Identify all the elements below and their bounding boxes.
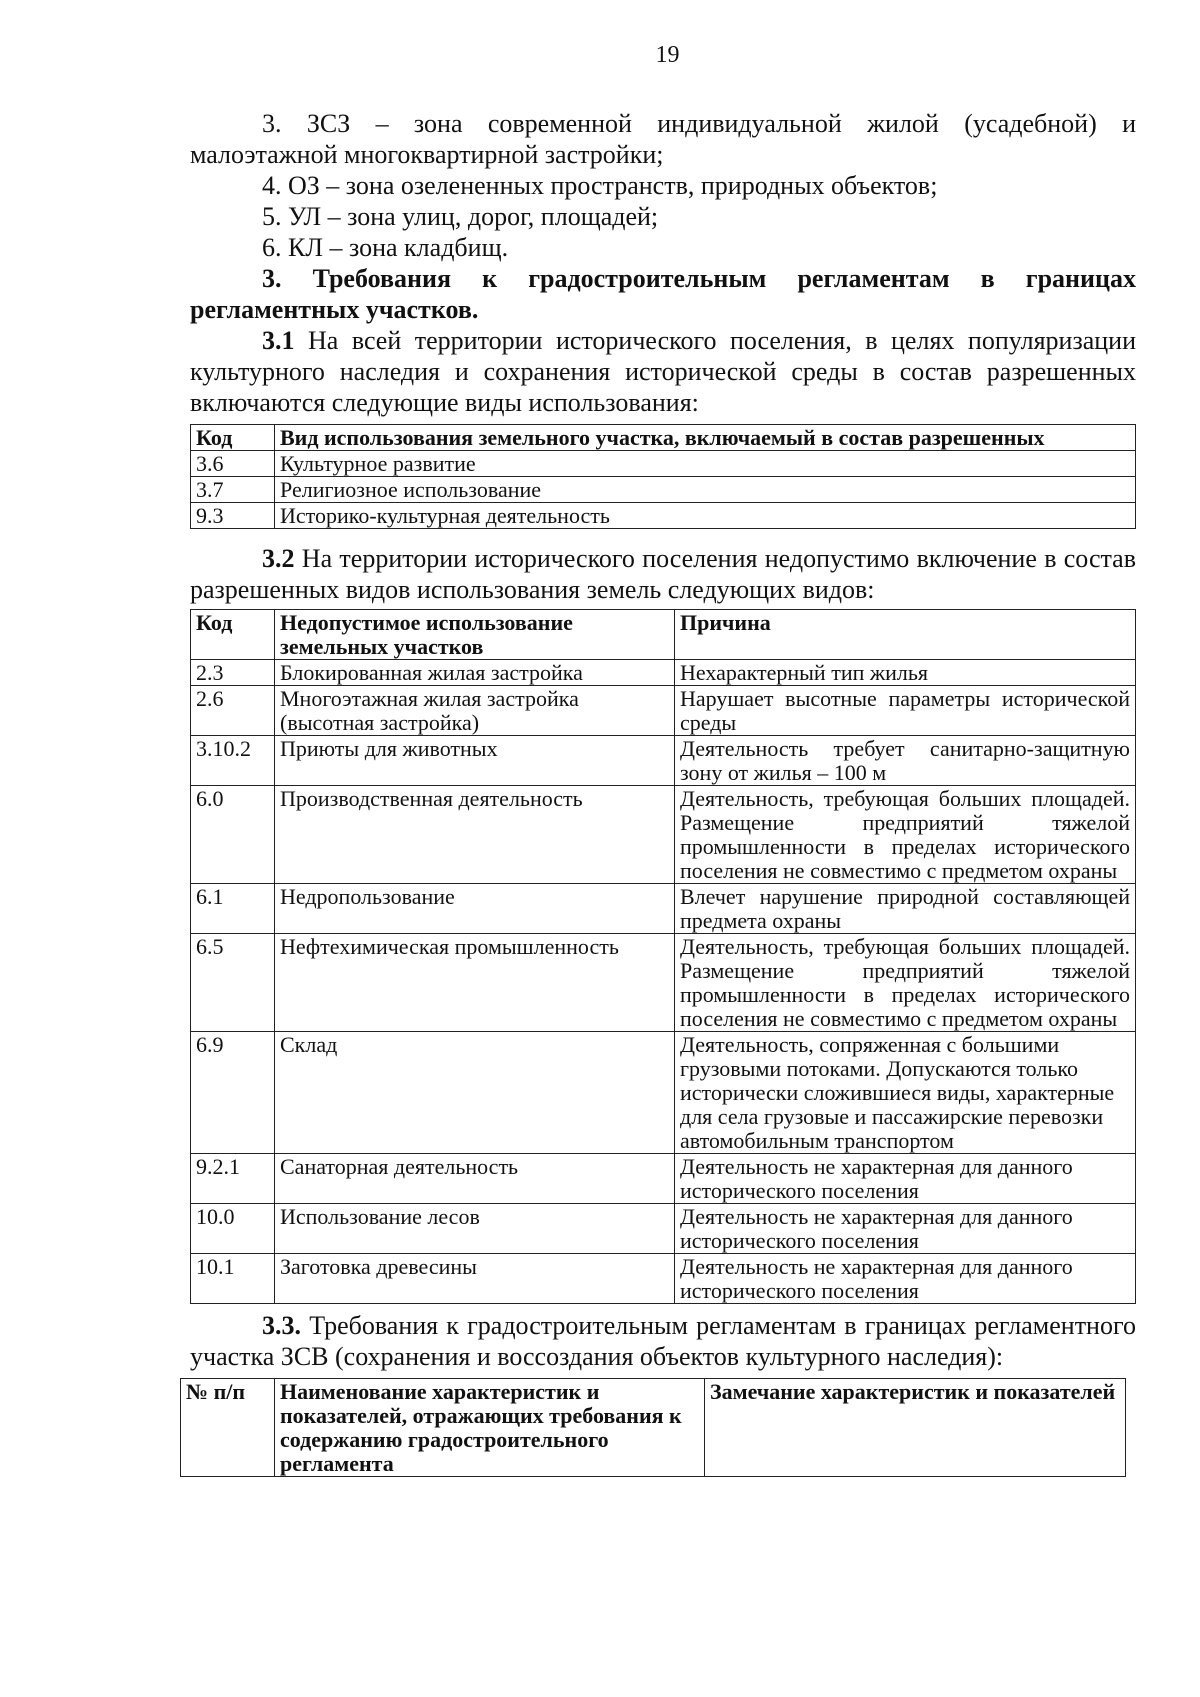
cell-code: 2.3 <box>191 660 275 686</box>
cell-reason: Деятельность не характерная для данного исторического поселения <box>675 1204 1136 1254</box>
cell-reason: Деятельность, требующая больших площадей. Размещение предприятий тяжелой промышленности в пределах исторического поселения не совместимо с предметом охраны <box>675 786 1136 884</box>
zsv-requirements-table <box>180 1378 1126 1477</box>
cell-use: Культурное развитие <box>275 451 1136 477</box>
table-row <box>191 786 1136 884</box>
cell-code: 6.0 <box>191 786 275 884</box>
page-number: 19 <box>655 42 680 68</box>
paragraph-3-1 <box>190 325 1136 418</box>
section-number: 3.2 <box>262 544 295 573</box>
forbidden-uses-table <box>190 609 1136 1304</box>
cell-reason: Деятельность, сопряженная с большими грузовыми потоками. Допускаются только исторически сложившиеся виды, характерные для села грузовые и пассажирские перевозки автомобильным транспортом <box>675 1032 1136 1154</box>
paragraph-text: Требования к градостроительным регламентам в границах регламентного участка ЗСВ (сохранения и воссоздания объектов культурного наследия): <box>190 1311 1136 1371</box>
column-header-reason: Причина <box>675 610 1136 660</box>
cell-forbidden-use: Санаторная деятельность <box>275 1154 675 1204</box>
column-header-code: Код <box>191 425 275 451</box>
paragraph-3-3 <box>190 1310 1136 1372</box>
cell-use: Религиозное использование <box>275 477 1136 503</box>
column-header-number: № п/п <box>181 1379 275 1477</box>
cell-reason: Влечет нарушение природной составляющей предмета охраны <box>675 884 1136 934</box>
cell-forbidden-use: Склад <box>275 1032 675 1154</box>
paragraph-3-2 <box>190 543 1136 605</box>
column-header-remarks: Замечание характеристик и показателей <box>705 1379 1126 1477</box>
zone-item-zsz: 3. ЗСЗ – зона современной индивидуальной жилой (усадебной) и малоэтажной многоквартирной застройки; <box>190 109 1136 169</box>
cell-forbidden-use: Использование лесов <box>275 1204 675 1254</box>
cell-code: 10.0 <box>191 1204 275 1254</box>
cell-forbidden-use: Нефтехимическая промышленность <box>275 934 675 1032</box>
cell-forbidden-use: Приюты для животных <box>275 736 675 786</box>
column-header-use: Вид использования земельного участка, включаемый в состав разрешенных <box>275 425 1136 451</box>
section-number: 3.1 <box>262 326 295 355</box>
cell-code: 9.2.1 <box>191 1154 275 1204</box>
cell-code: 10.1 <box>191 1254 275 1304</box>
table-row <box>191 503 1136 529</box>
table-row <box>191 1254 1136 1304</box>
paragraph-text: На территории исторического поселения недопустимо включение в состав разрешенных видов использования земель следующих видов: <box>190 544 1136 604</box>
column-header-characteristics: Наименование характеристик и показателей, отражающих требования к содержанию градостроительного регламента <box>275 1379 705 1477</box>
cell-reason: Деятельность требует санитарно-защитную зону от жилья – 100 м <box>675 736 1136 786</box>
cell-reason: Деятельность не характерная для данного исторического поселения <box>675 1254 1136 1304</box>
cell-reason: Деятельность, требующая больших площадей. Размещение предприятий тяжелой промышленности в пределах исторического поселения не совместимо с предметом охраны <box>675 934 1136 1032</box>
table-header-row <box>191 425 1136 451</box>
cell-forbidden-use: Заготовка древесины <box>275 1254 675 1304</box>
cell-code: 6.9 <box>191 1032 275 1154</box>
cell-code: 3.7 <box>191 477 275 503</box>
cell-code: 3.6 <box>191 451 275 477</box>
column-header-forbidden-use: Недопустимое использование земельных участков <box>275 610 675 660</box>
table-row <box>191 1032 1136 1154</box>
table-row <box>191 686 1136 736</box>
cell-code: 6.1 <box>191 884 275 934</box>
table-row <box>191 736 1136 786</box>
cell-forbidden-use: Производственная деятельность <box>275 786 675 884</box>
column-header-code: Код <box>191 610 275 660</box>
section-heading: 3. Требования к градостроительным регламентам в границах регламентных участков. <box>190 264 1136 324</box>
cell-code: 6.5 <box>191 934 275 1032</box>
table-row <box>191 934 1136 1032</box>
cell-forbidden-use: Недропользование <box>275 884 675 934</box>
zone-item-kl: 6. КЛ – зона кладбищ. <box>262 233 509 262</box>
cell-reason: Нехарактерный тип жилья <box>675 660 1136 686</box>
section-number: 3.3. <box>262 1311 301 1340</box>
cell-reason: Деятельность не характерная для данного исторического поселения <box>675 1154 1136 1204</box>
allowed-uses-table <box>190 424 1136 529</box>
cell-code: 3.10.2 <box>191 736 275 786</box>
paragraph-text: На всей территории исторического поселения, в целях популяризации культурного наследия и сохранения исторической среды в состав разрешенных включаются следующие виды использования: <box>190 326 1136 417</box>
zone-item-ul: 5. УЛ – зона улиц, дорог, площадей; <box>262 202 659 231</box>
cell-code: 2.6 <box>191 686 275 736</box>
table-row <box>191 1154 1136 1204</box>
cell-use: Историко-культурная деятельность <box>275 503 1136 529</box>
document-body <box>186 108 1136 1477</box>
cell-code: 9.3 <box>191 503 275 529</box>
table-header-row <box>191 610 1136 660</box>
table-row <box>191 451 1136 477</box>
zone-item-oz: 4. ОЗ – зона озелененных пространств, природных объектов; <box>262 171 938 200</box>
cell-reason: Нарушает высотные параметры исторической среды <box>675 686 1136 736</box>
cell-forbidden-use: Блокированная жилая застройка <box>275 660 675 686</box>
table-header-row <box>181 1379 1126 1477</box>
cell-forbidden-use: Многоэтажная жилая застройка (высотная застройка) <box>275 686 675 736</box>
table-row <box>191 1204 1136 1254</box>
table-row <box>191 477 1136 503</box>
table-row <box>191 884 1136 934</box>
table-row <box>191 660 1136 686</box>
